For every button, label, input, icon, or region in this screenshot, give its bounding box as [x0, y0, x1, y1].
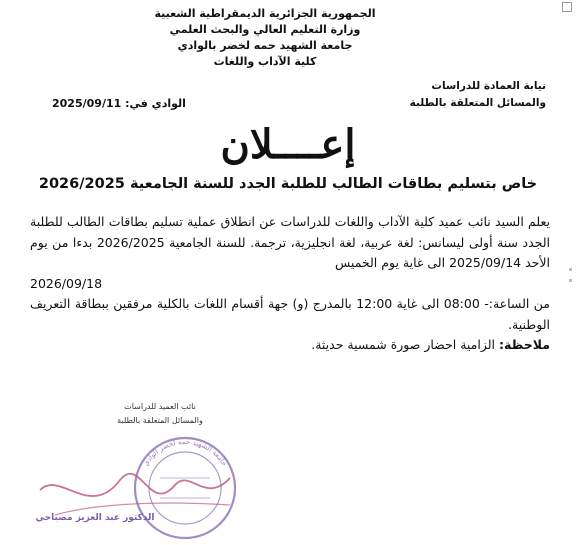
signature-title-line2: والمسائل المتعلقة بالطلبة [117, 416, 203, 425]
handwritten-signature [40, 474, 230, 515]
institution-header [130, 6, 400, 70]
margin-marker [569, 268, 572, 271]
svg-text:جامعة الشهيد حمه لخضر الوادي [142, 438, 229, 467]
note-text: الزامية احضار صورة شمسية حديثة. [311, 337, 499, 352]
signature-title [100, 400, 220, 428]
republic-name: الجمهورية الجزائرية الديمقراطية الشعبية [154, 7, 376, 20]
round-seal [135, 438, 235, 538]
margin-marker [569, 279, 572, 282]
announcement-subtitle: خاص بتسليم بطاقات الطالب للطلبة الجدد للسنة الجامعية 2026/2025 [38, 176, 538, 192]
note-line [30, 335, 550, 356]
body-paragraph-1: يعلم السيد نائب عميد كلية الآداب واللغات للدراسات عن انطلاق عملية تسليم بطاقات الطالب للطلبة الجدد سنة أولى ليسانس: لغة عربية، لغة انجليزية، ترجمة. للسنة الجامعية 2026/2025 بدءا من يوم الأحد 2025/09/14 الى غاية يوم الخميس [30, 214, 550, 270]
dean-office-line1: نيابة العمادة للدراسات [431, 80, 546, 92]
signature-title-line1: نائب العميد للدراسات [124, 402, 196, 411]
signer-name: الدكتور عبد العزيز مصباحي [35, 513, 155, 523]
ministry-name: وزارة التعليم العالي والبحث العلمي [169, 23, 361, 36]
announcement-title: إعــــلان [220, 121, 356, 168]
body-paragraph-2: من الساعة:- 08:00 الى غاية 12:00 بالمدرج (و) جهة أقسام اللغات بالكلية مرفقين ببطاقة التعريف الوطنية. [30, 296, 550, 332]
seal-arc-text: جامعة الشهيد حمه لخضر الوادي [141, 437, 229, 468]
window-control-box[interactable] [562, 2, 572, 12]
document-date: الوادي في: 2025/09/11 [52, 97, 186, 110]
announcement-body [30, 212, 550, 356]
end-date: 2026/09/18 [30, 275, 103, 291]
faculty-name: كلية الآداب واللغات [213, 55, 317, 68]
dean-office-line2: والمسائل المتعلقة بالطلبة [409, 97, 546, 109]
university-name: جامعة الشهيد حمه لخضر بالوادي [177, 39, 353, 52]
note-label: ملاحظة: [499, 337, 550, 352]
dean-office-block [386, 78, 546, 112]
